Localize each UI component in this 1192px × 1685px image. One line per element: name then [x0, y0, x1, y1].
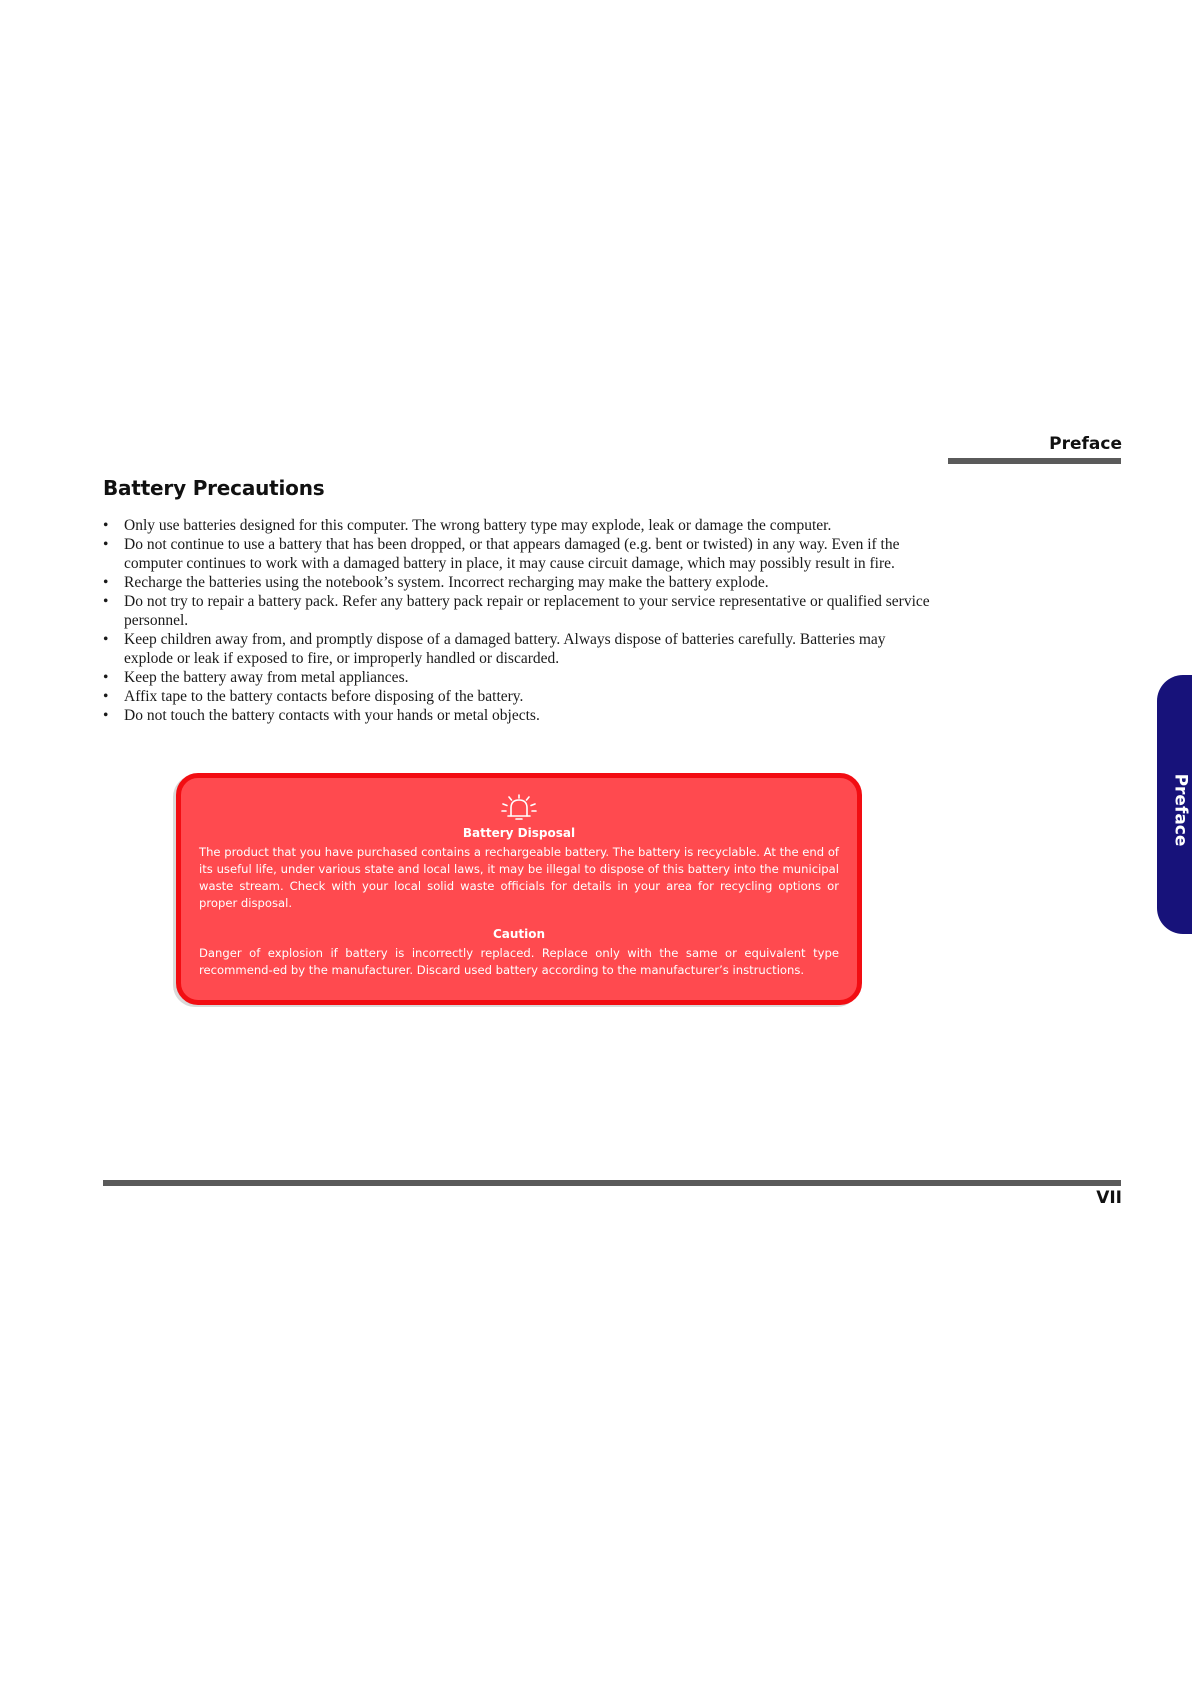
list-item: • Recharge the batteries using the notebook’s system. Incorrect recharging may make the battery explode. — [103, 574, 769, 591]
caution-text: Danger of explosion if battery is incorrectly replaced. Replace only with the same or equivalent type recommend-ed by the manufacturer. Discard used battery according to the manufacturer’s instructions. — [199, 946, 839, 977]
side-tab-label: Preface — [1170, 773, 1191, 847]
battery-disposal-notice — [176, 773, 862, 1005]
list-item: • Keep children away from, and promptly dispose of a damaged battery. Always dispose of batteries carefully. Batteries may explode or leak if exposed to fire, or improperly handled or discarded. — [103, 631, 886, 667]
alarm-bell-icon — [499, 792, 539, 822]
footer-rule — [103, 1180, 1121, 1186]
bullet-icon: • — [103, 536, 109, 553]
bullet-icon: • — [103, 631, 109, 648]
bullet-icon: • — [103, 688, 109, 705]
list-item: • Keep the battery away from metal appliances. — [103, 669, 409, 686]
bullet-icon: • — [103, 707, 109, 724]
header-rule — [948, 458, 1121, 464]
section-heading: Battery Precautions — [103, 476, 325, 500]
list-item: • Do not continue to use a battery that has been dropped, or that appears damaged (e.g. bent or twisted) in any way. Even if the computer continues to work with a damaged battery in place, it may cause circuit damage, which may possibly result in fire. — [103, 536, 900, 572]
bullet-icon: • — [103, 574, 109, 591]
bullet-icon: • — [103, 669, 109, 686]
bullet-icon: • — [103, 593, 109, 610]
list-item: • Do not touch the battery contacts with your hands or metal objects. — [103, 707, 540, 724]
list-item: • Only use batteries designed for this computer. The wrong battery type may explode, leak or damage the computer. — [103, 517, 832, 534]
page-header-title: Preface — [1049, 434, 1122, 454]
caution-title: Caution — [492, 927, 546, 941]
list-item: • Affix tape to the battery contacts before disposing of the battery. — [103, 688, 524, 705]
precautions-list — [103, 516, 933, 725]
disposal-text: The product that you have purchased contains a rechargeable battery. The battery is recyclable. At the end of its useful life, under various state and local laws, it may be illegal to dispose of this battery into the municipal waste stream. Check with your local solid waste officials for details in your area for recycling options or proper disposal. — [199, 845, 839, 910]
disposal-title: Battery Disposal — [462, 826, 576, 840]
list-item: • Do not try to repair a battery pack. Refer any battery pack repair or replacement to your service representative or qualified service personnel. — [103, 593, 930, 629]
side-tab-label-wrap — [1160, 768, 1192, 852]
bullet-icon: • — [103, 517, 109, 534]
page-number: VII — [1096, 1188, 1122, 1208]
